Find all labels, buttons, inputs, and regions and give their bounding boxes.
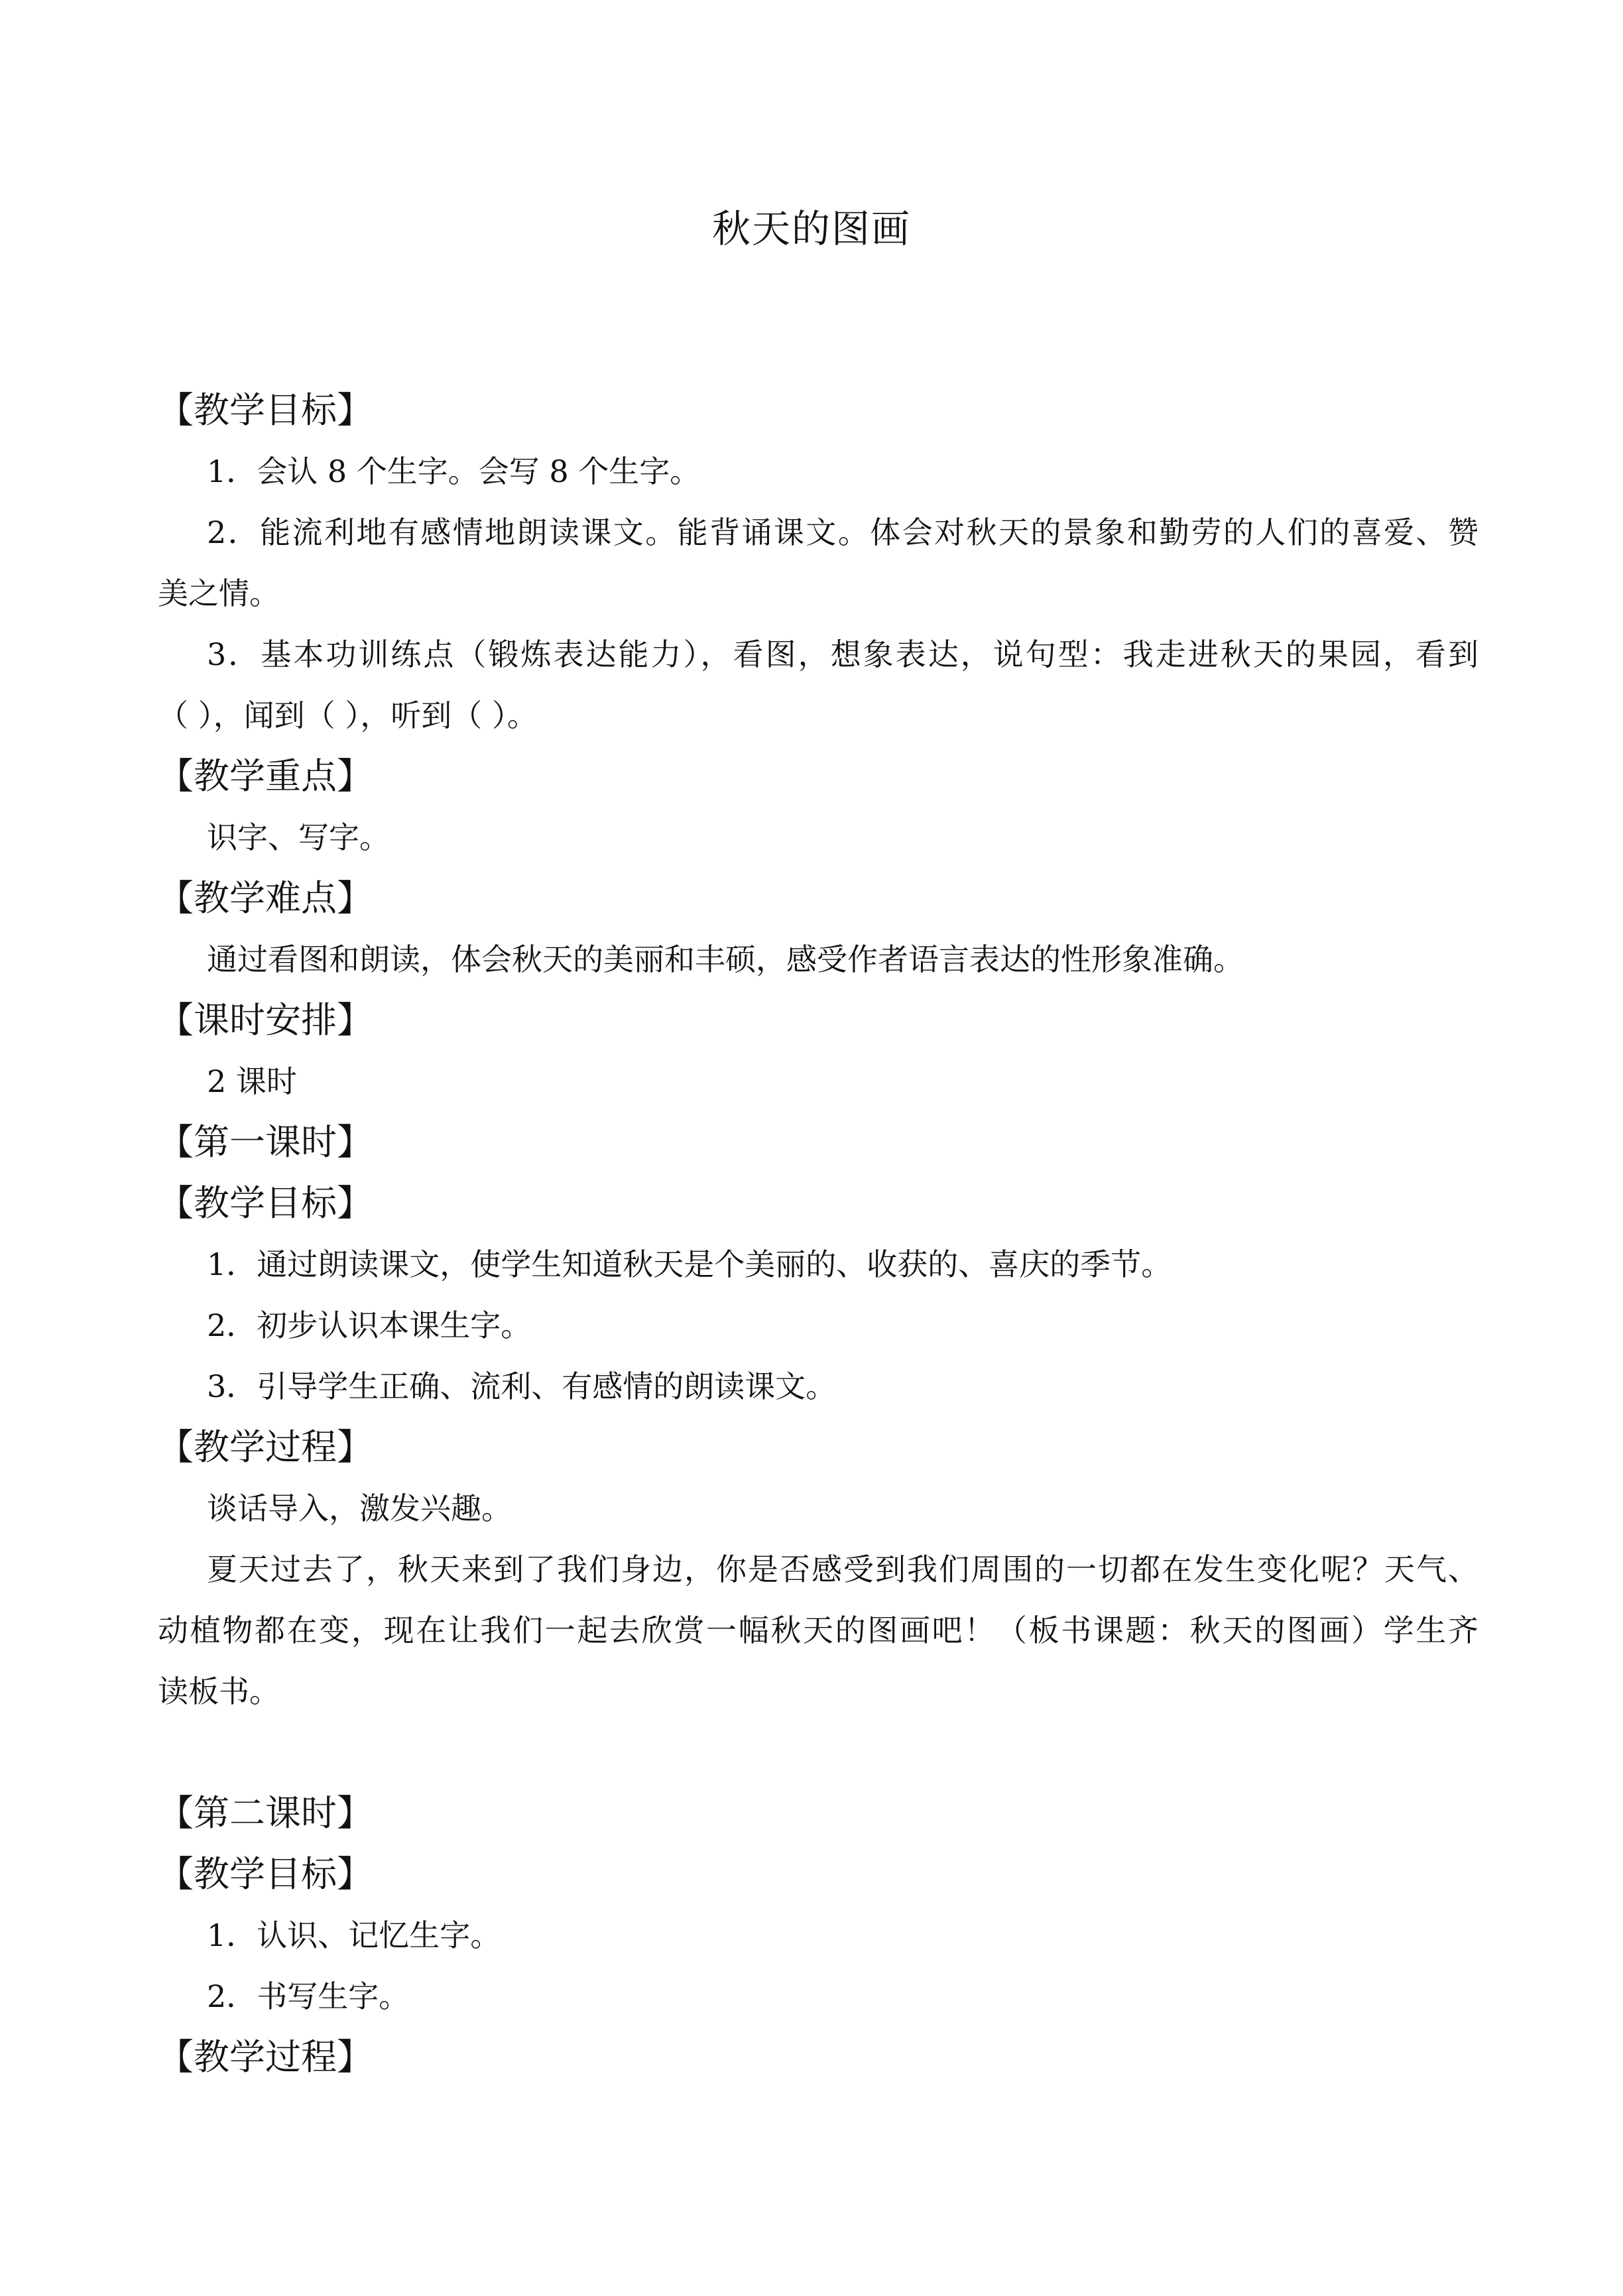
section-heading: 【教学重点】: [158, 755, 373, 797]
paragraph-line: 动植物都在变，现在让我们一起去欣赏一幅秋天的图画吧！（板书课题：秋天的图画）学生齐: [158, 1612, 1478, 1648]
paragraph-line: 1．通过朗读课文，使学生知道秋天是个美丽的、收获的、喜庆的季节。: [207, 1246, 1172, 1282]
paragraph-line: 识字、写字。: [207, 819, 390, 855]
section-heading: 【第一课时】: [158, 1121, 373, 1163]
paragraph-line: （ ），闻到（ ），听到（ ）。: [158, 697, 538, 733]
section-heading: 【第二课时】: [158, 1792, 373, 1834]
section-heading: 【教学目标】: [158, 1853, 373, 1895]
blank-line: [158, 1722, 1478, 1783]
paragraph-line: 1．会认 8 个生字。会写 8 个生字。: [207, 453, 701, 489]
document-body: [158, 380, 1478, 2088]
paragraph-line: 2 课时: [207, 1063, 297, 1099]
paragraph-line: 3．基本功训练点（锻炼表达能力），看图，想象表达，说句型：我走进秋天的果园，看到: [207, 636, 1478, 672]
document-title: 秋天的图画: [711, 206, 911, 251]
paragraph-line: 1．认识、记忆生字。: [207, 1917, 501, 1953]
paragraph-line: 3．引导学生正确、流利、有感情的朗读课文。: [207, 1368, 837, 1404]
paragraph-line: 通过看图和朗读，体会秋天的美丽和丰硕，感受作者语言表达的性形象准确。: [207, 941, 1244, 977]
paragraph-line: 2．初步认识本课生字。: [207, 1307, 532, 1343]
section-heading: 【教学目标】: [158, 1182, 373, 1224]
section-heading: 【教学过程】: [158, 2036, 373, 2078]
section-heading: 【教学目标】: [158, 389, 373, 431]
paragraph-line: 2．能流利地有感情地朗读课文。能背诵课文。体会对秋天的景象和勤劳的人们的喜爱、赞: [207, 514, 1478, 550]
section-heading: 【教学过程】: [158, 1426, 373, 1468]
section-heading: 【课时安排】: [158, 999, 373, 1041]
paragraph-line: 谈话导入，激发兴趣。: [207, 1490, 512, 1526]
paragraph-line: 美之情。: [158, 575, 280, 611]
paragraph-line: 夏天过去了，秋天来到了我们身边，你是否感受到我们周围的一切都在发生变化呢？天气、: [207, 1551, 1478, 1587]
paragraph-line: 2．书写生字。: [207, 1978, 410, 2014]
section-heading: 【教学难点】: [158, 877, 373, 919]
paragraph-line: 读板书。: [158, 1673, 280, 1709]
